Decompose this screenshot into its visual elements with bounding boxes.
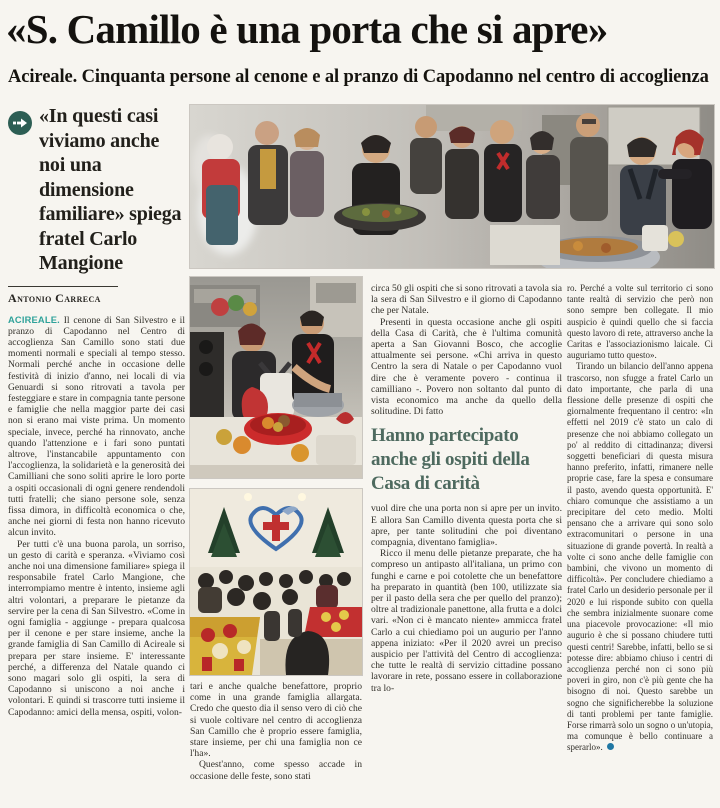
paragraph: Quest'anno, come spesso accade in occasione delle feste, sono stati [190,759,362,782]
column-3 [371,283,562,808]
page-title: «S. Camillo è una porta che si apre» [6,6,608,52]
author-name: Antonio Carreca [8,290,101,305]
paragraph [8,315,185,539]
paragraph-text: Tirando un bilancio dell'anno appena trascorso, non sfugge a fratel Carlo un dato importante, che parla di una flessione delle presenze di ospiti che giornalmente frequentano il centro: «In effetti nel 2019 c'è stato un calo di presenze che noi abbiamo collegato un po' al reddito di cittadinanza; diversi soggetti beneficiari di questa misura hanno preferito, infatti, rimanere nelle proprie case, fare la spesa e consumare il pasto, avendo questa opportunità. E' chiaro comunque che assistiamo a un precipitare del ceto medio. Molti pensano che a arrivare qui sono solo extracomunitari o persone in una situazione di grande povertà. In realtà a volte ci sono anche delle famiglie con bambini, che vivono un momento di difficoltà». Per concludere chiediamo a fratel Carlo un desiderio personale per il 2020 e lui risponde subito con quella che sembra inizialmente suonare come una piacevole provocazione: «Il mio augurio è che si possano chiudere tutti questi centri! Sarebbe, infatti, bello se si potesse dire: abbiamo chiuso i centri di accoglienza perché non ci sono più poveri in giro, non c'è più gente che ha bisogno di noi. Questo sarebbe un sogno che significherebbe la soluzione di tanti problemi per tante famiglie. Forse rimarrà solo un sogno o un'utopia, ma comunque è bello continuare a sperarlo». [567,361,713,753]
subheadline [8,66,714,96]
subhead-location: Acireale. [8,67,78,87]
column-1 [8,104,185,808]
byline-rule [8,286,118,287]
photo-kitchen-prep [190,277,362,478]
column-1-text [8,315,185,718]
forward-arrow-icon [8,111,32,135]
subhead-text: Cinquanta persone al cenone e al pranzo di Capodanno nel centro di accoglienza [81,67,709,87]
pull-quote-text: «In questi casi viviamo anche noi una dimensione familiare» spiega fratel Carlo Mangione [39,105,182,274]
column-4 [567,283,713,808]
end-of-article-icon [607,743,614,750]
photo-volunteers-group [190,105,714,268]
byline [8,286,185,306]
paragraph-text: Il cenone di San Silvestro e il pranzo di Capodanno nel Centro di accoglienza San Camillo sono stati due momenti normali e speciali al tempo stesso. Normali perché anche in occasione delle festività di inizio d'anno, nei locali di via Genuardi si sono ritrovati a tavola per festeggiare e stare in compagnia tante persone e famiglie che nella maggior parte dei casi non si erano mai viste prima. Un momento speciale, invece, perché ha rinnovato, anche quando l'attenzione e i fari sono puntati altrove, l'instancabile appuntamento con l'accoglienza, la solidarietà e la generosità dei Camilliani che sono soliti aprire le loro porte a ospiti occasionali di ogni genere rendendoli tutti fratelli; che siano persone sole, senza fissa dimora, in difficoltà economica o che, anche nei giorni di festa non hanno ricevuto alcun invito. [8,314,185,539]
paragraph: ro. Perché a volte sul territorio ci sono tante realtà di servizio che però non sono sempre ben collegate. Il mio auspicio è quindi quello che si faccia questo lavoro di rete, attraverso anche la Caritas e l'associazionismo laicale. Ci auguriamo tutto questo». [567,283,713,361]
dateline: ACIREALE. [8,314,60,325]
paragraph: vuol dire che una porta non si apre per un invito. E allora San Camillo diventa questa porta che si apre, per tante solitudini che poi diventano compagnia, diventano famiglia». [371,503,562,549]
paragraph: circa 50 gli ospiti che si sono ritrovati a tavola sia la sera di San Silvestro e il giorno di Capodanno che per Natale. [371,283,562,317]
photo-dining-hall [190,489,362,675]
paragraph: Per tutti c'è una buona parola, un sorriso, un gesto di carità e speranza. «Viviamo così anche noi una dimensione familiare» spiega il responsabile fratel Carlo Mangione, che interrompiamo mentre è intento, insieme agli altri volontari, a preparare le pietanze da servire per la cena di San Silvestro. «Come in ogni famiglia - aggiunge - prepara qualcosa per il cenone e per stare insieme, anche la grande famiglia di San Camillo di Acireale si prepara per stare insieme. E' interessante perché, a differenza del Natale quando ci sono magari solo gli ospiti, la sera di Capodanno si uniscono a noi anche i volontari. E quindi si trascorre tutti insieme il Capodanno: amici della mensa, ospiti, volon- [8,538,185,718]
paragraph [567,361,713,753]
crosshead: Hanno partecipato anche gli ospiti della Casa di carità [371,425,530,495]
paragraph: Ricco il menu delle pietanze preparate, che ha compreso un antipasto all'italiana, un primo con funghi e carne e poi cotolette che un benefattore ha preparato in quantità (ben 100, utilizzate sia per il pasto della sera che per quello del pranzo); oltre al tradizionale panettone, alla frutta e a dolci vari. «Non ci è mancato niente» ammicca fratel Carlo a cui chiediamo poi un augurio per l'anno appena iniziato: «Per il 2020 avrei un preciso auspicio per l'attività del Centro di accoglienza: che tutte le realtà di servizio cittadine possano lavorare in rete, possano essere in collaborazione tra lo- [371,548,562,694]
pull-quote-block [8,104,185,276]
paragraph: tari e anche qualche benefattore, proprio come in una grande famiglia allargata. Credo che questo dia il senso vero di ciò che si vuole coltivare nel centro di accoglienza San Camillo che è proprio essere famiglia, stare insieme, per chi una famiglia non ce l'ha». [190,681,362,760]
column-2-text [190,681,362,808]
paragraph: Presenti in questa occasione anche gli ospiti della Casa di Carità, che è l'ultima comunità aperta a San Giovanni Bosco, che accoglie attualmente sei persone. «Chi arriva in questo Centro la sera di Natale o per Capodanno vuol dire che è veramente povero - continua il camilliano -. Povero non soltanto dal punto di vista economico ma anche da quello della solitudine. Di fatto [371,316,562,418]
